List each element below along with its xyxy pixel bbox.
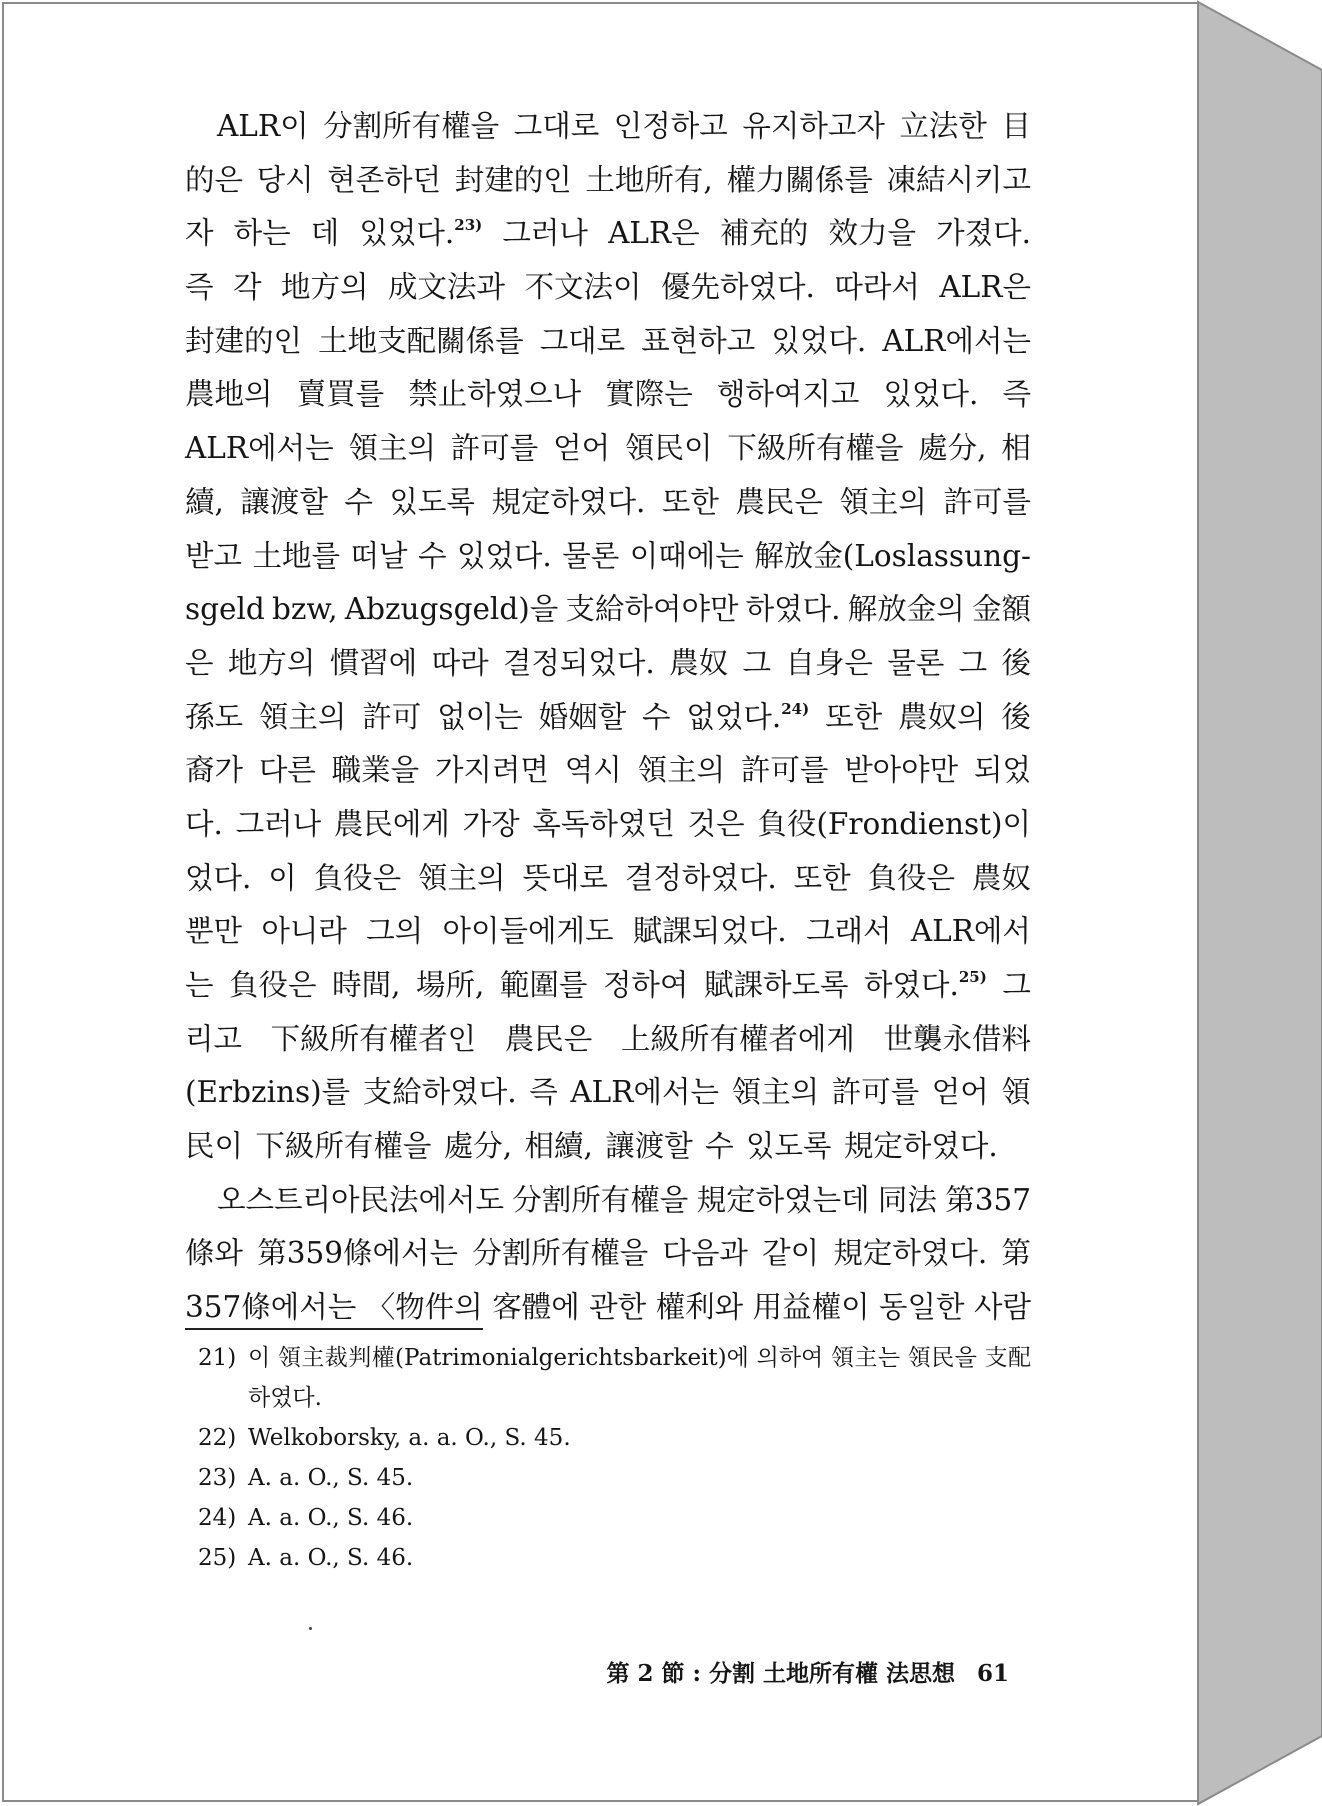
word: 禁止하였으나 [408,377,582,412]
word: 場所, [415,968,485,1002]
word: 領主의 [731,1075,820,1110]
word: 가지려면 [434,753,549,788]
word: 客體에 [492,1290,580,1325]
footnote-text: A. a. O., S. 45. [248,1465,414,1491]
word: 凍結시키고 [886,162,1031,197]
word: 은 [185,645,214,680]
word: 土地所有, [585,162,713,197]
word: 規定하였다. [843,1129,998,1164]
word: 優先하였다. [661,270,815,305]
text-line [185,583,1031,637]
word: 負役(Frondienst)이 [757,806,1031,841]
word: 解放金(Loslassung- [754,538,1031,573]
word: 아이들에게도 [442,914,614,949]
word: 賦課되었다. [632,914,787,949]
text-line [185,422,1031,476]
word: 農民은 [735,484,823,519]
word: 農奴 [669,645,729,680]
word: 있었다. [883,377,979,412]
word: 다. [185,806,223,841]
word: 慣習에 [329,645,418,680]
text-line [185,852,1031,906]
word: 행하여지고 [716,377,860,412]
scan-speck [309,1627,312,1630]
word: 그 [742,645,772,680]
word: 따라 [431,645,489,680]
body-text [185,100,1031,1335]
footnote-number: 24) [198,1505,237,1531]
word: 수 [344,484,373,519]
word: 分割所有權을 [323,109,500,143]
word: 領主의 [839,484,927,519]
word: 같이 [762,1236,820,1271]
word: 떠날 [350,538,408,573]
word: 데 [310,216,340,251]
word: 領主의 [258,699,347,734]
word: 즉 [1002,377,1031,412]
text-line [185,1066,1031,1120]
word: 範圍를 [499,968,588,1002]
word: 的은 [185,162,243,197]
word: 土地支配關係를 [318,323,524,358]
footnote-number: 23) [198,1465,237,1491]
word: 따라서 [834,270,920,305]
word: 가장 [462,806,520,841]
word: 혹독하였던 [532,806,675,841]
word: 相 [1001,431,1031,466]
text-line [185,1227,1031,1281]
running-footer-section: 第 2 節 : 分割 土地所有權 法思想 [606,1660,955,1687]
word: 그대로 [539,323,626,358]
word: Abzugsgeld)을 [344,592,559,627]
word: 金額 [971,592,1031,627]
word: 分割所有權을 [512,1182,689,1217]
word: 負役은 [867,860,955,895]
word: 그 [958,645,988,680]
word: 處分, [443,1129,513,1164]
word-with-note [359,207,482,261]
word: 즉 [529,1075,558,1110]
text-line [185,798,1031,852]
word: 孫도 [185,699,243,734]
word: 리고 [185,1021,242,1056]
word: 處分, [918,431,987,466]
footnote-text: A. a. O., S. 46. [248,1505,414,1531]
text-line [185,154,1031,208]
word: 인정하고 [613,109,728,143]
word: 있었다. [359,216,455,251]
word: 현존하던 [327,162,442,197]
word: 許可를 [943,484,1031,519]
word: 그의 [366,914,424,949]
word: 었다. [185,860,252,895]
text-line [185,261,1031,315]
word: 婚姻할 [538,699,627,734]
word: 農奴의 [898,699,986,734]
word: 하는 [233,216,291,251]
word: 당시 [256,162,314,197]
word: 수 [417,538,447,573]
footnote-text: 이 領主裁判權(Patrimonialgerichtsbarkeit)에 의하여 領主는 領民을 支配하였다. [248,1345,1031,1411]
word: ALR이 [217,109,309,143]
word: 賦課하도록 [703,968,849,1002]
word: 그대로 [513,109,600,143]
word: 補充的 [719,216,809,251]
word: 領 [1001,1075,1031,1110]
word: 있도록 [389,484,475,519]
word: 後 [1001,699,1031,734]
word: 각 [233,270,262,305]
word: 規定하였는데 [696,1182,870,1217]
word: 하였다. [864,968,959,1002]
footnote-text: Welkoborsky, a. a. O., S. 45. [248,1425,571,1451]
word: 自身은 [785,645,873,680]
word: 자 [185,216,214,251]
text-line [185,637,1031,691]
word: 사람 [973,1290,1031,1325]
word: 條와 [185,1236,243,1271]
text-line [185,1013,1031,1067]
word: 되었 [974,753,1031,788]
text-line [185,100,1031,154]
footnote-number: 22) [198,1425,237,1451]
word: 표현하고 [641,323,756,358]
footnotes [198,1338,1031,1578]
text-line [185,959,1031,1013]
word: 不文法이 [524,270,642,305]
word: 물론 [887,645,945,680]
word: 이때에는 [629,538,744,573]
word: 權利와 [655,1290,744,1325]
word: 領主의 [348,431,436,466]
word: 〈物件의 [365,1290,483,1325]
text-line [185,476,1031,530]
word: 얻어 [931,1075,989,1110]
word: 負役은 [313,860,402,895]
word: 地方의 [227,645,316,680]
word: 즉 [185,270,214,305]
word: 領主의 [637,753,726,788]
word: 수 [641,699,671,734]
word: 立法한 [899,109,987,143]
word: 封建的인 [454,162,572,197]
word: 第357 [945,1182,1031,1217]
footnote-rule [185,1328,483,1330]
word: 農地의 [185,377,273,412]
word: 오스트리아民法에서도 [217,1182,504,1217]
word: 357條에서는 [185,1290,357,1325]
footnote [198,1338,1031,1418]
word: 아니라 [261,914,347,949]
word: 權力關係를 [726,162,873,197]
word: 下級所有權者인 [270,1021,477,1056]
word: 第 [1001,1236,1031,1271]
word: 또한 [825,699,883,734]
word: (Erbzins)를 [185,1075,351,1110]
text-line [185,207,1031,261]
footnote [198,1498,1031,1538]
footnote [198,1458,1031,1498]
word: 民이 [185,1129,243,1164]
word: 許可를 [831,1075,920,1110]
word: 實際는 [605,377,693,412]
word: ALR에서는 [185,431,334,466]
footnote-number: 21) [198,1345,237,1371]
footnote-ref[interactable]: 23) [454,216,483,235]
word: 관한 [589,1290,647,1325]
word: 許可를 [450,431,539,466]
word: 支給하였다. [362,1075,517,1110]
word: 用益權이 [752,1290,870,1325]
word: 다른 [258,753,316,788]
word: 수 [705,1129,734,1164]
word: 裔가 [185,753,243,788]
word: ALR은 [939,270,1031,305]
word: 이 [268,860,297,895]
word: 農民에게 [333,806,450,841]
word: 成文法과 [388,270,505,305]
text-line [185,1281,1031,1335]
word: sgeld [185,592,265,627]
footnote-ref[interactable]: 24) [781,699,810,718]
word: 물론 [562,538,620,573]
word: 것은 [687,806,745,841]
word: 許可를 [740,753,829,788]
page-number: 61 [976,1660,1009,1687]
word: 世襲永借料 [883,1021,1031,1056]
text-line [185,368,1031,422]
word: 는 [185,968,214,1002]
running-footer [606,1655,1009,1688]
word: 결정하였다. [624,860,777,895]
word: 없었다. [686,699,782,734]
footnote [198,1418,1031,1458]
word: 規定하였다. [491,484,646,519]
word: 받아야만 [844,753,959,788]
word: 정하여 [602,968,689,1002]
word: ALR에서는 [882,323,1031,358]
word: 讓渡할 [240,484,328,519]
word: 規定하였다. [833,1236,988,1271]
word-with-note [686,691,809,745]
word: 封建的인 [185,323,302,358]
word: 있도록 [746,1129,832,1164]
word: 뜻대로 [522,860,608,895]
word: 다음과 [662,1236,748,1271]
word: 賣買를 [296,377,385,412]
word: ALR은 [608,216,700,251]
word: 時間, [332,968,401,1002]
text-line [185,905,1031,959]
footnote [198,1538,1031,1578]
text-line [185,691,1031,745]
word: 또한 [661,484,719,519]
text-line [185,1174,1031,1228]
word: 동일한 [879,1290,965,1325]
text-line [185,530,1031,584]
word: 第359條에서는 [257,1236,459,1271]
word: 地方의 [281,270,369,305]
word: 農民은 [504,1021,593,1056]
word: 下級所有權을 [255,1129,432,1164]
word: 效力을 [828,216,916,251]
word: 目 [1001,109,1031,143]
word: 없이는 [437,699,523,734]
word: 그러나 [502,216,588,251]
word-with-note [864,959,987,1013]
word: 相續, [524,1129,593,1164]
word: ALR에서는 [570,1075,719,1110]
word: 또한 [793,860,851,895]
word: 가졌다. [936,216,1031,251]
word: 土地를 [252,538,340,573]
word: 續, [185,484,224,519]
footnote-text: A. a. O., S. 46. [248,1545,414,1571]
text-line [185,744,1031,798]
word: 있었다. [456,538,552,573]
word: 결정되었다. [502,645,655,680]
word: 許可 [362,699,422,734]
word: 그래서 [806,914,892,949]
footnote-number: 25) [198,1545,237,1571]
word: 그 [1002,968,1031,1002]
word: 讓渡할 [605,1129,693,1164]
word: 하였다. [745,592,841,627]
text-line [185,1120,1031,1174]
paragraph [185,1174,1031,1335]
text-line [185,315,1031,369]
word: 支給하여야만 [565,592,739,627]
word: 유지하고자 [742,109,885,143]
word: 받고 [185,538,242,573]
footnote-ref[interactable]: 25) [958,968,987,986]
word: 分割所有權을 [472,1236,649,1271]
word: 領民이 [624,431,713,466]
word: 解放金의 [847,592,965,627]
word: 後 [1001,645,1031,680]
word: 負役은 [229,968,317,1002]
word: 上級所有權者에게 [620,1021,855,1056]
word: 뿐만 [185,914,242,949]
word: 下級所有權을 [727,431,904,466]
word: 職業을 [331,753,420,788]
word: ALR에서 [910,914,1031,949]
word: bzw, [272,592,338,627]
word: 領主의 [418,860,506,895]
word: 同法 [877,1182,937,1217]
word: 역시 [564,753,622,788]
word: 그러나 [235,806,322,841]
word: 農奴 [971,860,1031,895]
paragraph [185,100,1031,1174]
word: 얻어 [553,431,611,466]
word: 있었다. [771,323,867,358]
